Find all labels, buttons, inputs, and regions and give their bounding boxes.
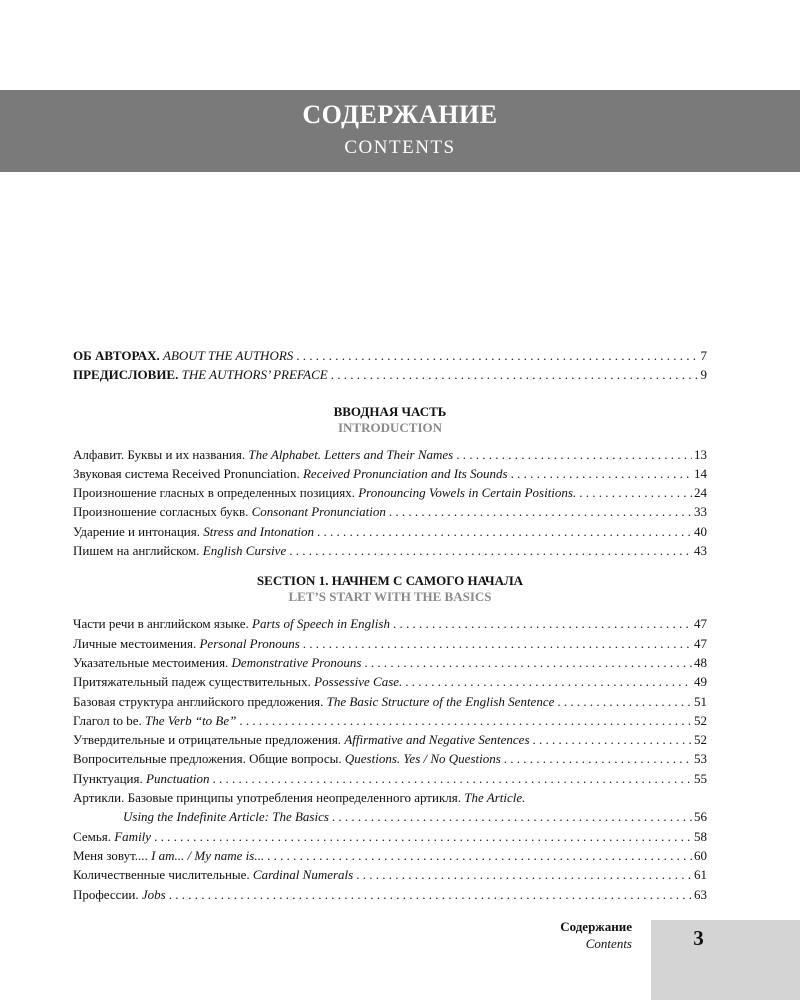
toc-page-number: 52 bbox=[694, 732, 707, 748]
dot-leader bbox=[530, 730, 692, 749]
toc-entry-article-line1[interactable] bbox=[73, 788, 707, 807]
toc-entry-title: The Verb “to Be” bbox=[145, 712, 237, 728]
toc-entry-label: Звуковая система Received Pronunciation. bbox=[73, 465, 300, 481]
toc-entry-label: Ударение и интонация. bbox=[73, 523, 200, 539]
toc-entry[interactable] bbox=[73, 634, 707, 653]
toc-entry-title: Using the Indefinite Article: The Basics bbox=[123, 809, 329, 825]
toc-entry-label: Указательные местоимения. bbox=[73, 654, 229, 670]
toc-page-number: 55 bbox=[694, 770, 707, 786]
page-subtitle: CONTENTS bbox=[344, 137, 456, 158]
toc-entry[interactable] bbox=[73, 846, 707, 865]
toc-entry-label: Пишем на английском. bbox=[73, 543, 200, 559]
dot-leader bbox=[501, 749, 692, 768]
toc-page-number: 60 bbox=[694, 847, 707, 863]
dot-leader bbox=[508, 464, 692, 483]
table-of-contents bbox=[73, 346, 707, 904]
toc-entry-label: Меня зовут.... bbox=[73, 847, 148, 863]
toc-page-number: 49 bbox=[694, 674, 707, 690]
toc-entry-about-authors[interactable] bbox=[73, 346, 707, 365]
toc-entry[interactable] bbox=[73, 711, 707, 730]
toc-entry[interactable] bbox=[73, 730, 707, 749]
toc-page-number: 48 bbox=[694, 654, 707, 670]
toc-entry-label: Произношение гласных в определенных позициях. bbox=[73, 485, 355, 501]
toc-entry-title: THE AUTHORS’ PREFACE bbox=[181, 367, 328, 383]
section-title-ru: ВВОДНАЯ ЧАСТЬ bbox=[333, 403, 447, 419]
toc-entry[interactable] bbox=[73, 541, 707, 560]
toc-entry-label: Притяжательный падеж существительных. bbox=[73, 674, 311, 690]
toc-entry[interactable] bbox=[73, 653, 707, 672]
dot-leader bbox=[166, 885, 692, 904]
toc-page-number: 47 bbox=[694, 635, 707, 651]
toc-entry-title: Cardinal Numerals bbox=[252, 867, 354, 883]
section-heading-basics bbox=[73, 573, 707, 605]
toc-entry-label: Количественные числительные. bbox=[73, 867, 250, 883]
page-number-box bbox=[651, 920, 800, 1000]
toc-page-number: 53 bbox=[694, 751, 707, 767]
toc-entry-label: Алфавит. Буквы и их названия. bbox=[73, 446, 246, 462]
toc-entry-title: Personal Pronouns bbox=[199, 635, 300, 651]
toc-page-number: 61 bbox=[694, 867, 707, 883]
toc-page-number: 56 bbox=[694, 809, 707, 825]
toc-entry[interactable] bbox=[73, 483, 707, 502]
toc-entry[interactable] bbox=[73, 614, 707, 633]
footer-label-en: Contents bbox=[585, 936, 632, 951]
toc-entry-label: ОБ АВТОРАХ. bbox=[73, 348, 160, 363]
toc-page-number: 7 bbox=[700, 348, 707, 363]
toc-entry[interactable] bbox=[73, 464, 707, 483]
toc-entry-label: Семья. bbox=[73, 828, 111, 844]
dot-leader bbox=[151, 827, 692, 846]
toc-entry-title: I am... / My name is... bbox=[151, 847, 265, 863]
toc-entry-label: Части речи в английском языке. bbox=[73, 616, 249, 632]
dot-leader bbox=[453, 445, 692, 464]
toc-entry-label: Вопросительные предложения. Общие вопросы. bbox=[73, 751, 342, 767]
toc-entry-title: English Cursive bbox=[202, 543, 287, 559]
dot-leader bbox=[390, 614, 692, 633]
dot-leader bbox=[314, 522, 692, 541]
toc-entry-label: Произношение согласных букв. bbox=[73, 504, 249, 520]
dot-leader bbox=[293, 346, 698, 365]
toc-entry-title: Consonant Pronunciation bbox=[251, 504, 386, 520]
toc-page-number: 14 bbox=[694, 465, 707, 481]
toc-entry-title: Parts of Speech in English bbox=[252, 616, 390, 632]
toc-entry[interactable] bbox=[73, 827, 707, 846]
dot-leader bbox=[210, 769, 692, 788]
dot-leader bbox=[286, 541, 692, 560]
toc-page-number: 58 bbox=[694, 828, 707, 844]
dot-leader bbox=[353, 865, 692, 884]
dot-leader bbox=[236, 711, 692, 730]
dot-leader bbox=[328, 365, 699, 384]
footer-label-ru: Содержание bbox=[560, 919, 632, 934]
toc-page-number: 51 bbox=[694, 693, 707, 709]
toc-entry-title: The Article. bbox=[464, 790, 526, 806]
dot-leader bbox=[361, 653, 692, 672]
toc-page-number: 13 bbox=[694, 446, 707, 462]
toc-entry-article-line2[interactable] bbox=[73, 807, 707, 826]
dot-leader bbox=[554, 692, 692, 711]
toc-entry-label: Артикли. Базовые принципы употребления неопределенного артикля. bbox=[73, 790, 461, 806]
toc-page-number: 9 bbox=[700, 367, 707, 383]
toc-entry-title: The Basic Structure of the English Sentence bbox=[326, 693, 555, 709]
page-title: СОДЕРЖАНИЕ bbox=[302, 100, 498, 129]
dot-leader bbox=[576, 483, 692, 502]
running-footer bbox=[560, 918, 632, 952]
toc-entry-label: Личные местоимения. bbox=[73, 635, 197, 651]
toc-page-number: 33 bbox=[694, 504, 707, 520]
toc-entry[interactable] bbox=[73, 749, 707, 768]
toc-entry[interactable] bbox=[73, 865, 707, 884]
section-heading-introduction bbox=[73, 404, 707, 436]
dot-leader bbox=[264, 846, 692, 865]
toc-entry-title: The Alphabet. Letters and Their Names bbox=[248, 446, 454, 462]
toc-entry-title: Pronouncing Vowels in Certain Positions. bbox=[358, 485, 577, 501]
toc-entry-title: Demonstrative Pronouns bbox=[231, 654, 362, 670]
toc-page-number: 40 bbox=[694, 523, 707, 539]
toc-entry-title: Possessive Case. bbox=[314, 674, 403, 690]
toc-page-number: 47 bbox=[694, 616, 707, 632]
toc-entry[interactable] bbox=[73, 522, 707, 541]
toc-entry[interactable] bbox=[73, 692, 707, 711]
toc-entry-label: Профессии. bbox=[73, 886, 139, 902]
dot-leader bbox=[300, 634, 692, 653]
toc-page-number: 63 bbox=[694, 886, 707, 902]
toc-entry-title: Affirmative and Negative Sentences bbox=[344, 732, 530, 748]
dot-leader bbox=[329, 807, 692, 826]
toc-entry[interactable] bbox=[73, 769, 707, 788]
toc-entry-preface[interactable] bbox=[73, 365, 707, 384]
toc-entry-title: Jobs bbox=[141, 886, 166, 902]
toc-entry-title: Family bbox=[114, 828, 152, 844]
toc-entry[interactable] bbox=[73, 445, 707, 464]
section-title-ru: SECTION 1. НАЧНЕМ С САМОГО НАЧАЛА bbox=[256, 573, 524, 589]
toc-entry-label: Базовая структура английского предложения. bbox=[73, 693, 324, 709]
toc-entry[interactable] bbox=[73, 885, 707, 904]
header-band bbox=[0, 90, 800, 172]
toc-entry-title: ABOUT THE AUTHORS bbox=[163, 348, 294, 363]
page-number: 3 bbox=[693, 926, 704, 950]
toc-entry-label: Пунктуация. bbox=[73, 770, 143, 786]
toc-entry-label: ПРЕДИСЛОВИЕ. bbox=[73, 367, 179, 383]
dot-leader bbox=[402, 672, 692, 691]
toc-page-number: 52 bbox=[694, 712, 707, 728]
toc-page-number: 43 bbox=[694, 543, 707, 559]
toc-entry-label: Глагол to be. bbox=[73, 712, 142, 728]
toc-entry-title: Received Pronunciation and Its Sounds bbox=[302, 465, 508, 481]
toc-entry-title: Questions. Yes / No Questions bbox=[344, 751, 501, 767]
section-title-en: LET’S START WITH THE BASICS bbox=[288, 589, 492, 605]
section-title-en: INTRODUCTION bbox=[337, 419, 442, 435]
toc-entry-title: Punctuation bbox=[146, 770, 210, 786]
toc-entry-label: Утвердительные и отрицательные предложения. bbox=[73, 732, 342, 748]
toc-entry-title: Stress and Intonation bbox=[203, 523, 314, 539]
dot-leader bbox=[386, 502, 692, 521]
toc-page-number: 24 bbox=[694, 485, 707, 501]
toc-entry[interactable] bbox=[73, 502, 707, 521]
toc-entry[interactable] bbox=[73, 672, 707, 691]
